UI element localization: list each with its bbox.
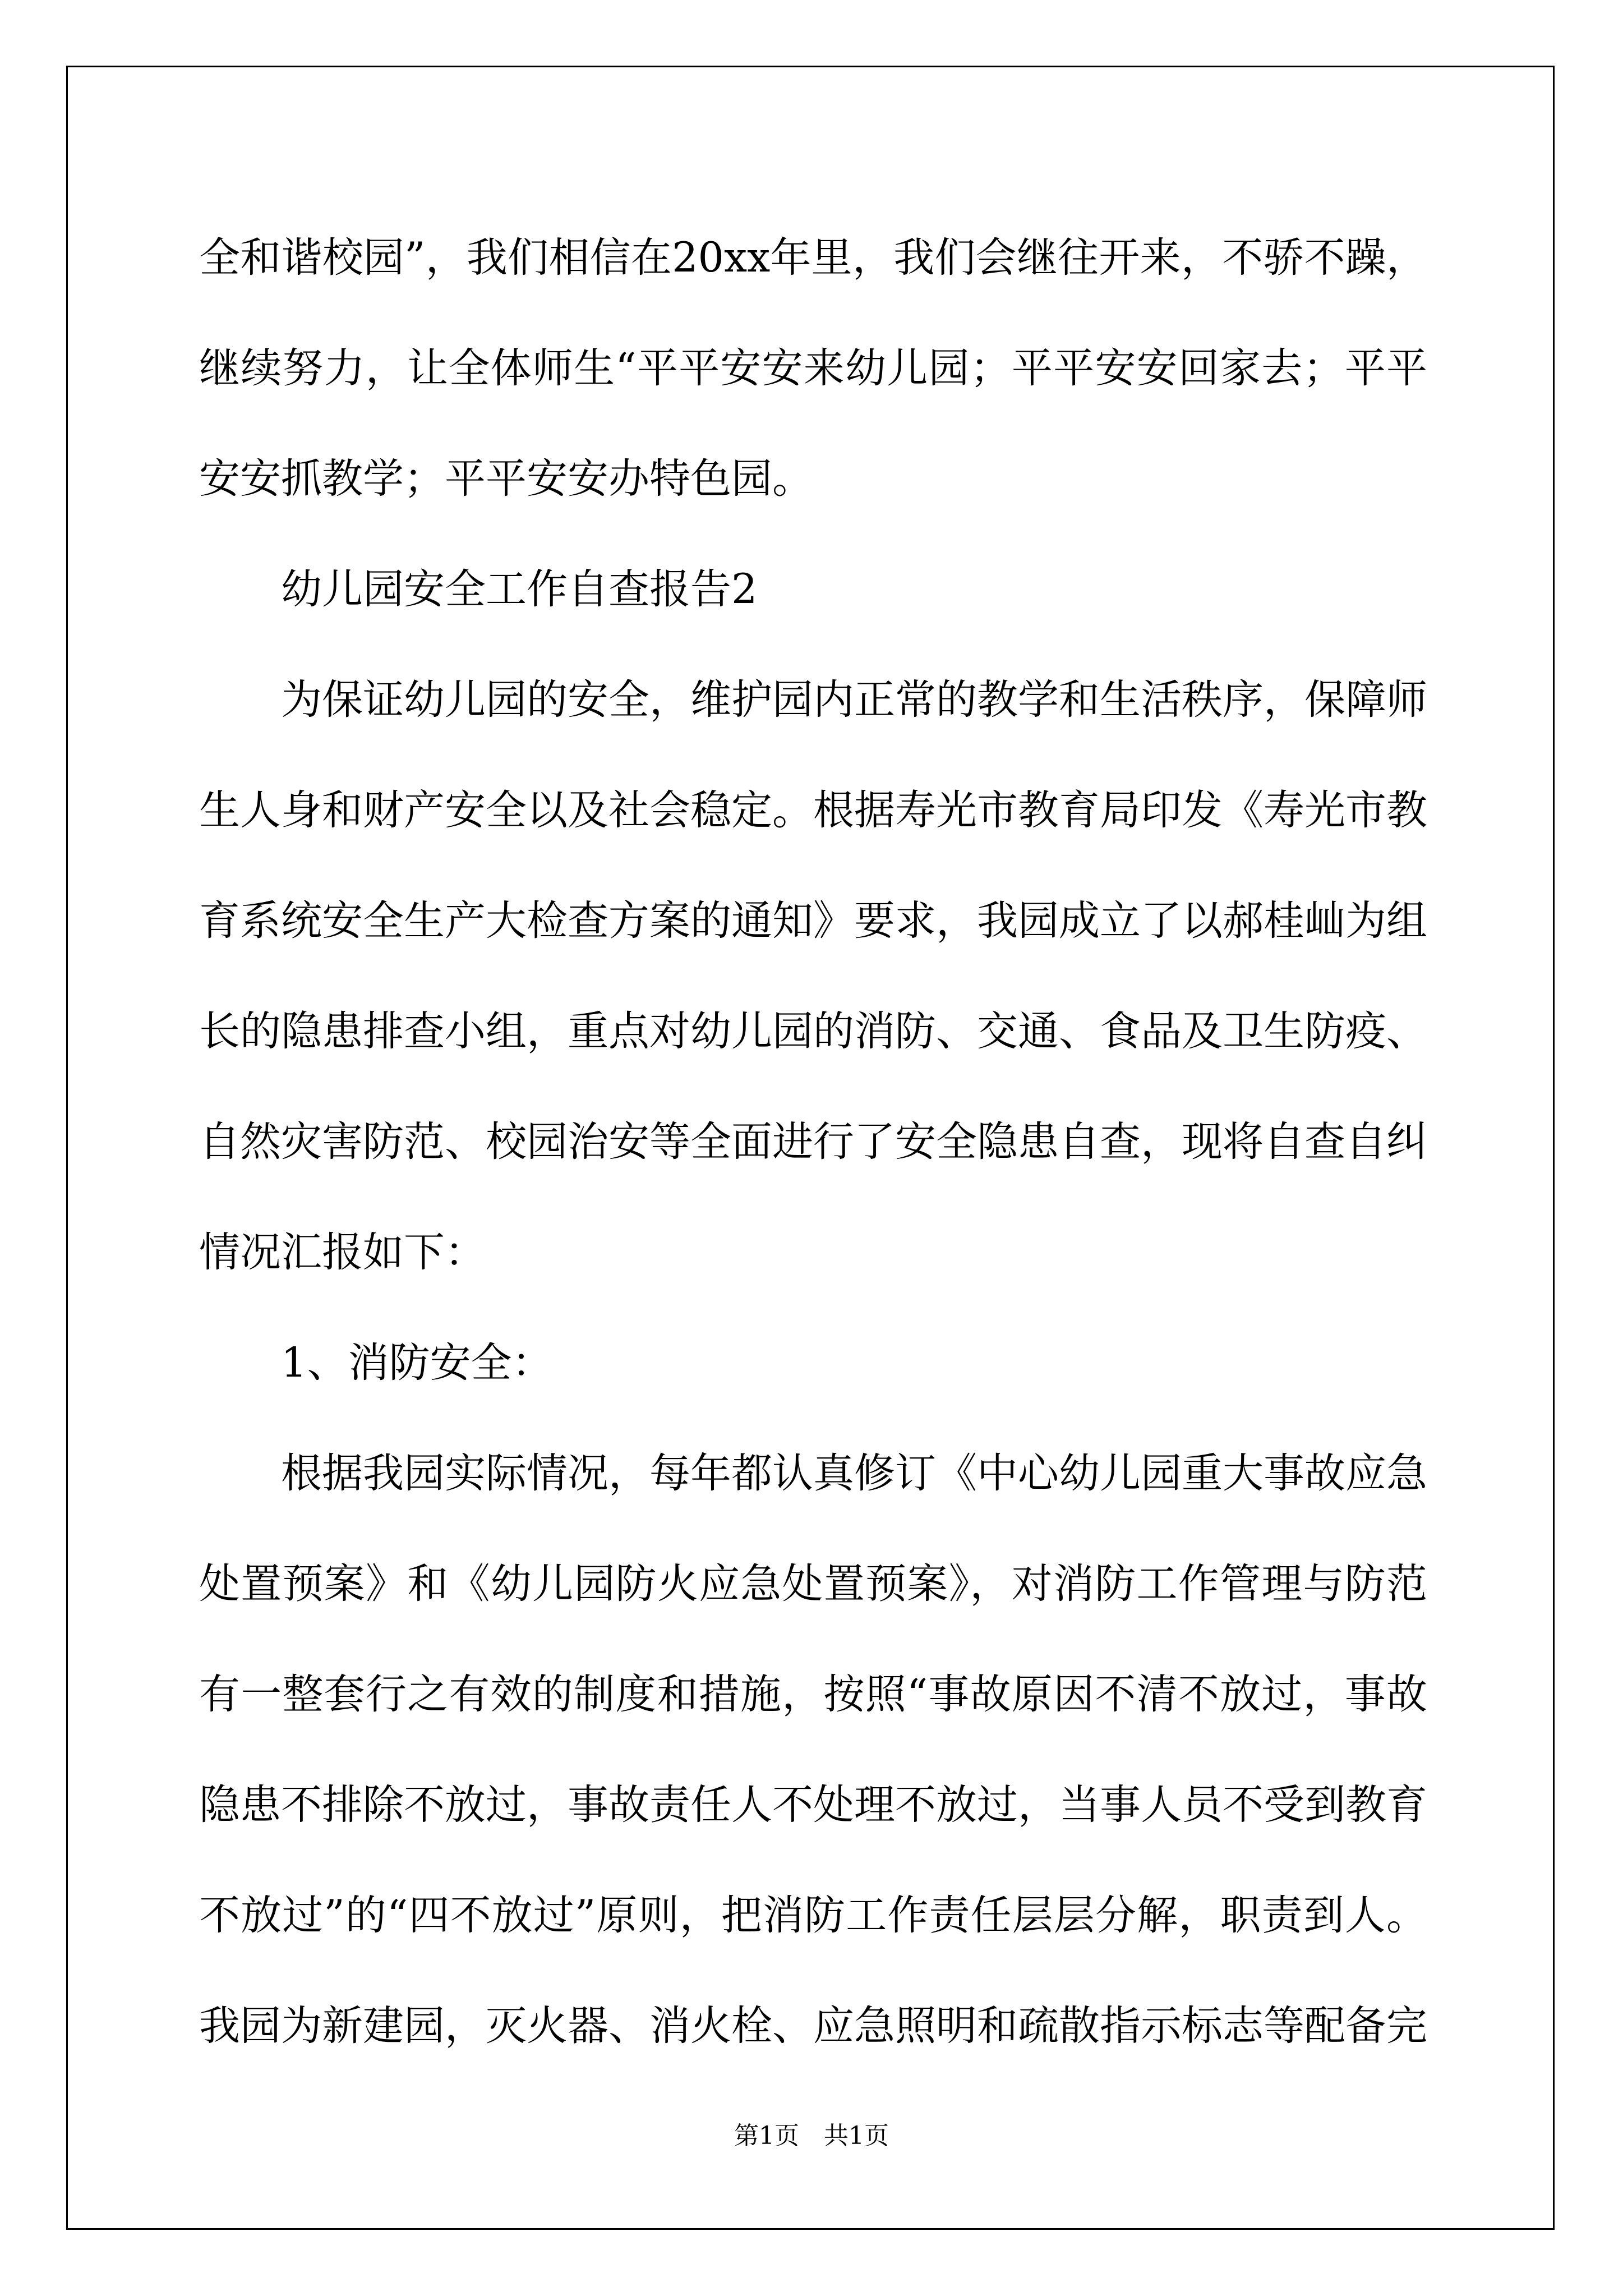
document-body bbox=[199, 203, 1427, 2081]
subsection-heading: 1、消防安全： bbox=[281, 1339, 553, 1387]
paragraph-3: 根据我园实际情况，每年都认真修订《中心幼儿园重大事故应急处置预案》和《幼儿园防火应急处置预案》，对消防工作管理与防范有一整套行之有效的制度和措施，按照“事故原因不清不放过，事故隐患不排除不放过，事故责任人不处理不放过，当事人员不受到教育不放过”的“四不放过”原则，把消防工作责任层层分解，职责到人。我园为新建园，灭火器、消火栓、应急照明和疏散指示标志等配备完 bbox=[199, 1450, 1427, 2050]
page-footer: 第1页 共1页 bbox=[734, 2122, 889, 2150]
paragraph-2: 为保证幼儿园的安全，维护园内正常的教学和生活秩序，保障师生人身和财产安全以及社会稳定。根据寿光市教育局印发《寿光市教育系统安全生产大检查方案的通知》要求，我园成立了以郝桂屾为组长的隐患排查小组，重点对幼儿园的消防、交通、食品及卫生防疫、自然灾害防范、校园治安等全面进行了安全隐患自查，现将自查自纠情况汇报如下： bbox=[199, 676, 1427, 1276]
paragraph-1: 全和谐校园”，我们相信在20xx年里，我们会继往开来，不骄不躁，继续努力，让全体师生“平平安安来幼儿园；平平安安回家去；平平安安抓教学；平平安安办特色园。 bbox=[199, 234, 1427, 503]
section-heading: 幼儿园安全工作自查报告2 bbox=[281, 565, 758, 613]
